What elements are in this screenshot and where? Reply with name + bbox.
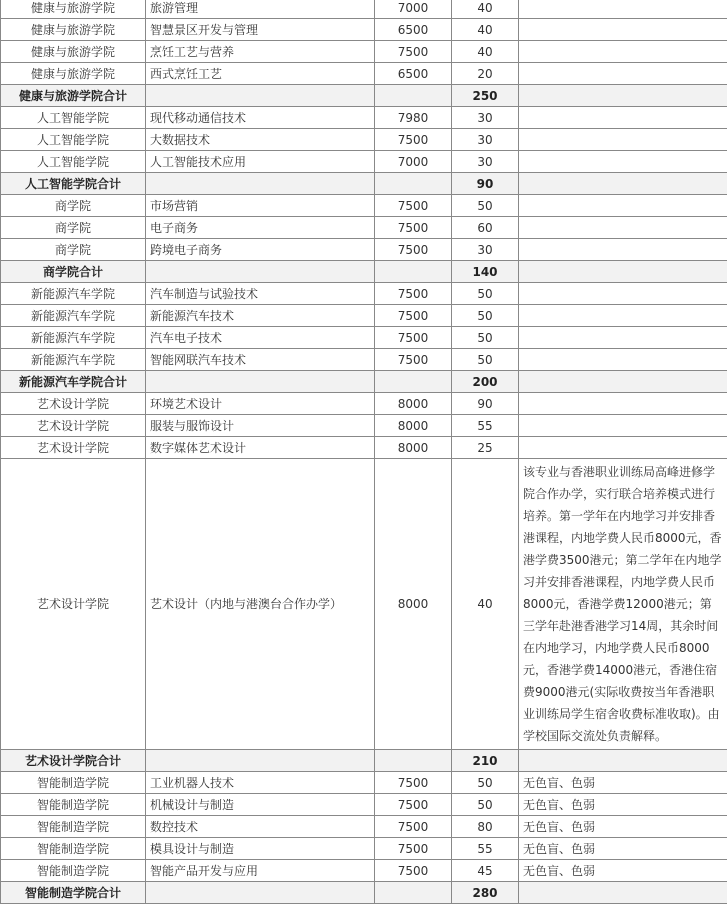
subtotal-major-cell bbox=[146, 173, 375, 195]
tuition-fee-cell: 7500 bbox=[375, 772, 452, 794]
subtotal-major-cell bbox=[146, 750, 375, 772]
table-row bbox=[1, 283, 727, 305]
college-cell: 智能制造学院 bbox=[1, 794, 146, 816]
subtotal-remark-cell bbox=[519, 371, 727, 393]
major-cell: 新能源汽车技术 bbox=[146, 305, 375, 327]
enrollment-quota-cell: 50 bbox=[452, 283, 519, 305]
tuition-fee-cell: 7500 bbox=[375, 327, 452, 349]
college-cell: 智能制造学院 bbox=[1, 772, 146, 794]
college-cell: 新能源汽车学院 bbox=[1, 283, 146, 305]
major-cell: 大数据技术 bbox=[146, 129, 375, 151]
remark-cell: 该专业与香港职业训练局高峰进修学院合作办学，实行联合培养模式进行培养。第一学年在内地学习并安排香港课程，内地学费人民币8000元，香港学费3500港元；第二学年在内地学习并安排香港课程，内地学费人民币8000元，香港学费12000港元；第三学年赴港香港学习14周，其余时间在内地学习，内地学费人民币8000元，香港学费14000港元，香港住宿费9000港元(实际收费按当年香港职业训练局学生宿舍收费标准收取)。由学校国际交流处负责解释。 bbox=[519, 459, 727, 750]
major-cell: 现代移动通信技术 bbox=[146, 107, 375, 129]
remark-cell bbox=[519, 327, 727, 349]
college-cell: 健康与旅游学院 bbox=[1, 63, 146, 85]
enrollment-quota-cell: 30 bbox=[452, 107, 519, 129]
enrollment-quota-cell: 50 bbox=[452, 772, 519, 794]
college-cell: 商学院 bbox=[1, 195, 146, 217]
table-row bbox=[1, 393, 727, 415]
college-cell: 商学院 bbox=[1, 217, 146, 239]
table-row bbox=[1, 327, 727, 349]
tuition-fee-cell: 6500 bbox=[375, 19, 452, 41]
major-cell: 数控技术 bbox=[146, 816, 375, 838]
tuition-fee-cell: 7500 bbox=[375, 195, 452, 217]
enrollment-quota-cell: 50 bbox=[452, 794, 519, 816]
tuition-fee-cell: 7500 bbox=[375, 305, 452, 327]
subtotal-label: 人工智能学院合计 bbox=[1, 173, 146, 195]
subtotal-label: 艺术设计学院合计 bbox=[1, 750, 146, 772]
major-cell: 数字媒体艺术设计 bbox=[146, 437, 375, 459]
subtotal-row bbox=[1, 750, 727, 772]
table-row bbox=[1, 0, 727, 19]
enrollment-quota-cell: 20 bbox=[452, 63, 519, 85]
subtotal-fee-cell bbox=[375, 750, 452, 772]
enrollment-quota-cell: 45 bbox=[452, 860, 519, 882]
college-cell: 新能源汽车学院 bbox=[1, 327, 146, 349]
remark-cell bbox=[519, 107, 727, 129]
major-cell: 智能网联汽车技术 bbox=[146, 349, 375, 371]
college-cell: 艺术设计学院 bbox=[1, 437, 146, 459]
college-cell: 健康与旅游学院 bbox=[1, 0, 146, 19]
enrollment-quota-cell: 50 bbox=[452, 305, 519, 327]
major-cell: 工业机器人技术 bbox=[146, 772, 375, 794]
table-row bbox=[1, 151, 727, 173]
tuition-fee-cell: 7500 bbox=[375, 239, 452, 261]
major-cell: 艺术设计（内地与港澳台合作办学） bbox=[146, 459, 375, 750]
major-cell: 机械设计与制造 bbox=[146, 794, 375, 816]
enrollment-quota-cell: 55 bbox=[452, 415, 519, 437]
subtotal-major-cell bbox=[146, 882, 375, 904]
table-row bbox=[1, 107, 727, 129]
major-cell: 模具设计与制造 bbox=[146, 838, 375, 860]
subtotal-label: 健康与旅游学院合计 bbox=[1, 85, 146, 107]
subtotal-quota: 200 bbox=[452, 371, 519, 393]
table-body bbox=[1, 0, 727, 904]
remark-cell bbox=[519, 239, 727, 261]
subtotal-major-cell bbox=[146, 371, 375, 393]
college-cell: 人工智能学院 bbox=[1, 129, 146, 151]
major-cell: 智慧景区开发与管理 bbox=[146, 19, 375, 41]
college-cell: 艺术设计学院 bbox=[1, 393, 146, 415]
subtotal-fee-cell bbox=[375, 85, 452, 107]
subtotal-remark-cell bbox=[519, 750, 727, 772]
major-cell: 智能产品开发与应用 bbox=[146, 860, 375, 882]
enrollment-quota-cell: 50 bbox=[452, 195, 519, 217]
enrollment-quota-cell: 30 bbox=[452, 129, 519, 151]
college-cell: 艺术设计学院 bbox=[1, 415, 146, 437]
table-row bbox=[1, 195, 727, 217]
remark-cell bbox=[519, 19, 727, 41]
subtotal-label: 智能制造学院合计 bbox=[1, 882, 146, 904]
table-row bbox=[1, 459, 727, 750]
tuition-fee-cell: 7000 bbox=[375, 0, 452, 19]
tuition-fee-cell: 7500 bbox=[375, 838, 452, 860]
remark-cell: 无色盲、色弱 bbox=[519, 816, 727, 838]
remark-cell bbox=[519, 41, 727, 63]
subtotal-major-cell bbox=[146, 85, 375, 107]
table-row bbox=[1, 217, 727, 239]
table-row bbox=[1, 41, 727, 63]
table-row bbox=[1, 415, 727, 437]
major-cell: 汽车制造与试验技术 bbox=[146, 283, 375, 305]
enrollment-quota-cell: 60 bbox=[452, 217, 519, 239]
remark-cell: 无色盲、色弱 bbox=[519, 772, 727, 794]
tuition-fee-cell: 7500 bbox=[375, 41, 452, 63]
major-cell: 电子商务 bbox=[146, 217, 375, 239]
tuition-fee-cell: 8000 bbox=[375, 459, 452, 750]
major-cell: 汽车电子技术 bbox=[146, 327, 375, 349]
major-cell: 人工智能技术应用 bbox=[146, 151, 375, 173]
remark-cell bbox=[519, 63, 727, 85]
tuition-fee-cell: 7500 bbox=[375, 349, 452, 371]
subtotal-remark-cell bbox=[519, 882, 727, 904]
subtotal-fee-cell bbox=[375, 882, 452, 904]
college-cell: 健康与旅游学院 bbox=[1, 19, 146, 41]
enrollment-quota-cell: 80 bbox=[452, 816, 519, 838]
college-cell: 商学院 bbox=[1, 239, 146, 261]
table-row bbox=[1, 239, 727, 261]
subtotal-remark-cell bbox=[519, 85, 727, 107]
enrollment-quota-cell: 50 bbox=[452, 327, 519, 349]
subtotal-remark-cell bbox=[519, 261, 727, 283]
enrollment-quota-cell: 40 bbox=[452, 0, 519, 19]
college-cell: 智能制造学院 bbox=[1, 838, 146, 860]
table-row bbox=[1, 838, 727, 860]
subtotal-major-cell bbox=[146, 261, 375, 283]
enrollment-quota-cell: 25 bbox=[452, 437, 519, 459]
subtotal-fee-cell bbox=[375, 173, 452, 195]
subtotal-row bbox=[1, 85, 727, 107]
remark-cell: 无色盲、色弱 bbox=[519, 838, 727, 860]
enrollment-quota-cell: 40 bbox=[452, 19, 519, 41]
remark-cell bbox=[519, 0, 727, 19]
major-cell: 烹饪工艺与营养 bbox=[146, 41, 375, 63]
table-row bbox=[1, 816, 727, 838]
table-row bbox=[1, 349, 727, 371]
major-cell: 西式烹饪工艺 bbox=[146, 63, 375, 85]
subtotal-label: 新能源汽车学院合计 bbox=[1, 371, 146, 393]
table-row bbox=[1, 305, 727, 327]
table-row bbox=[1, 772, 727, 794]
remark-cell bbox=[519, 437, 727, 459]
tuition-fee-cell: 7500 bbox=[375, 283, 452, 305]
college-cell: 人工智能学院 bbox=[1, 107, 146, 129]
subtotal-quota: 250 bbox=[452, 85, 519, 107]
tuition-fee-cell: 8000 bbox=[375, 393, 452, 415]
subtotal-row bbox=[1, 882, 727, 904]
college-cell: 智能制造学院 bbox=[1, 816, 146, 838]
subtotal-row bbox=[1, 173, 727, 195]
remark-cell: 无色盲、色弱 bbox=[519, 794, 727, 816]
major-cell: 市场营销 bbox=[146, 195, 375, 217]
remark-cell bbox=[519, 129, 727, 151]
subtotal-row bbox=[1, 261, 727, 283]
remark-cell: 无色盲、色弱 bbox=[519, 860, 727, 882]
tuition-fee-cell: 7500 bbox=[375, 860, 452, 882]
subtotal-quota: 140 bbox=[452, 261, 519, 283]
table-row bbox=[1, 19, 727, 41]
remark-cell bbox=[519, 283, 727, 305]
subtotal-quota: 280 bbox=[452, 882, 519, 904]
tuition-fee-cell: 7500 bbox=[375, 816, 452, 838]
subtotal-label: 商学院合计 bbox=[1, 261, 146, 283]
subtotal-quota: 90 bbox=[452, 173, 519, 195]
remark-cell bbox=[519, 305, 727, 327]
table-row bbox=[1, 860, 727, 882]
college-cell: 新能源汽车学院 bbox=[1, 349, 146, 371]
tuition-fee-cell: 6500 bbox=[375, 63, 452, 85]
remark-cell bbox=[519, 151, 727, 173]
table-row bbox=[1, 437, 727, 459]
tuition-fee-cell: 8000 bbox=[375, 415, 452, 437]
table-row bbox=[1, 63, 727, 85]
college-cell: 人工智能学院 bbox=[1, 151, 146, 173]
remark-cell bbox=[519, 415, 727, 437]
subtotal-quota: 210 bbox=[452, 750, 519, 772]
college-cell: 健康与旅游学院 bbox=[1, 41, 146, 63]
subtotal-remark-cell bbox=[519, 173, 727, 195]
subtotal-row bbox=[1, 371, 727, 393]
table-row bbox=[1, 794, 727, 816]
college-cell: 新能源汽车学院 bbox=[1, 305, 146, 327]
college-cell: 艺术设计学院 bbox=[1, 459, 146, 750]
remark-cell bbox=[519, 393, 727, 415]
enrollment-quota-cell: 40 bbox=[452, 41, 519, 63]
remark-cell bbox=[519, 349, 727, 371]
enrollment-quota-cell: 55 bbox=[452, 838, 519, 860]
subtotal-fee-cell bbox=[375, 371, 452, 393]
major-cell: 跨境电子商务 bbox=[146, 239, 375, 261]
enrollment-quota-cell: 30 bbox=[452, 151, 519, 173]
subtotal-fee-cell bbox=[375, 261, 452, 283]
remark-cell bbox=[519, 195, 727, 217]
tuition-fee-cell: 7500 bbox=[375, 217, 452, 239]
tuition-fee-cell: 8000 bbox=[375, 437, 452, 459]
enrollment-quota-cell: 50 bbox=[452, 349, 519, 371]
remark-cell bbox=[519, 217, 727, 239]
enrollment-quota-cell: 90 bbox=[452, 393, 519, 415]
tuition-fee-cell: 7000 bbox=[375, 151, 452, 173]
enrollment-quota-cell: 40 bbox=[452, 459, 519, 750]
major-cell: 旅游管理 bbox=[146, 0, 375, 19]
enrollment-quota-cell: 30 bbox=[452, 239, 519, 261]
tuition-fee-cell: 7500 bbox=[375, 129, 452, 151]
tuition-fee-cell: 7980 bbox=[375, 107, 452, 129]
college-cell: 智能制造学院 bbox=[1, 860, 146, 882]
major-cell: 服装与服饰设计 bbox=[146, 415, 375, 437]
major-cell: 环境艺术设计 bbox=[146, 393, 375, 415]
table-row bbox=[1, 129, 727, 151]
tuition-fee-cell: 7500 bbox=[375, 794, 452, 816]
